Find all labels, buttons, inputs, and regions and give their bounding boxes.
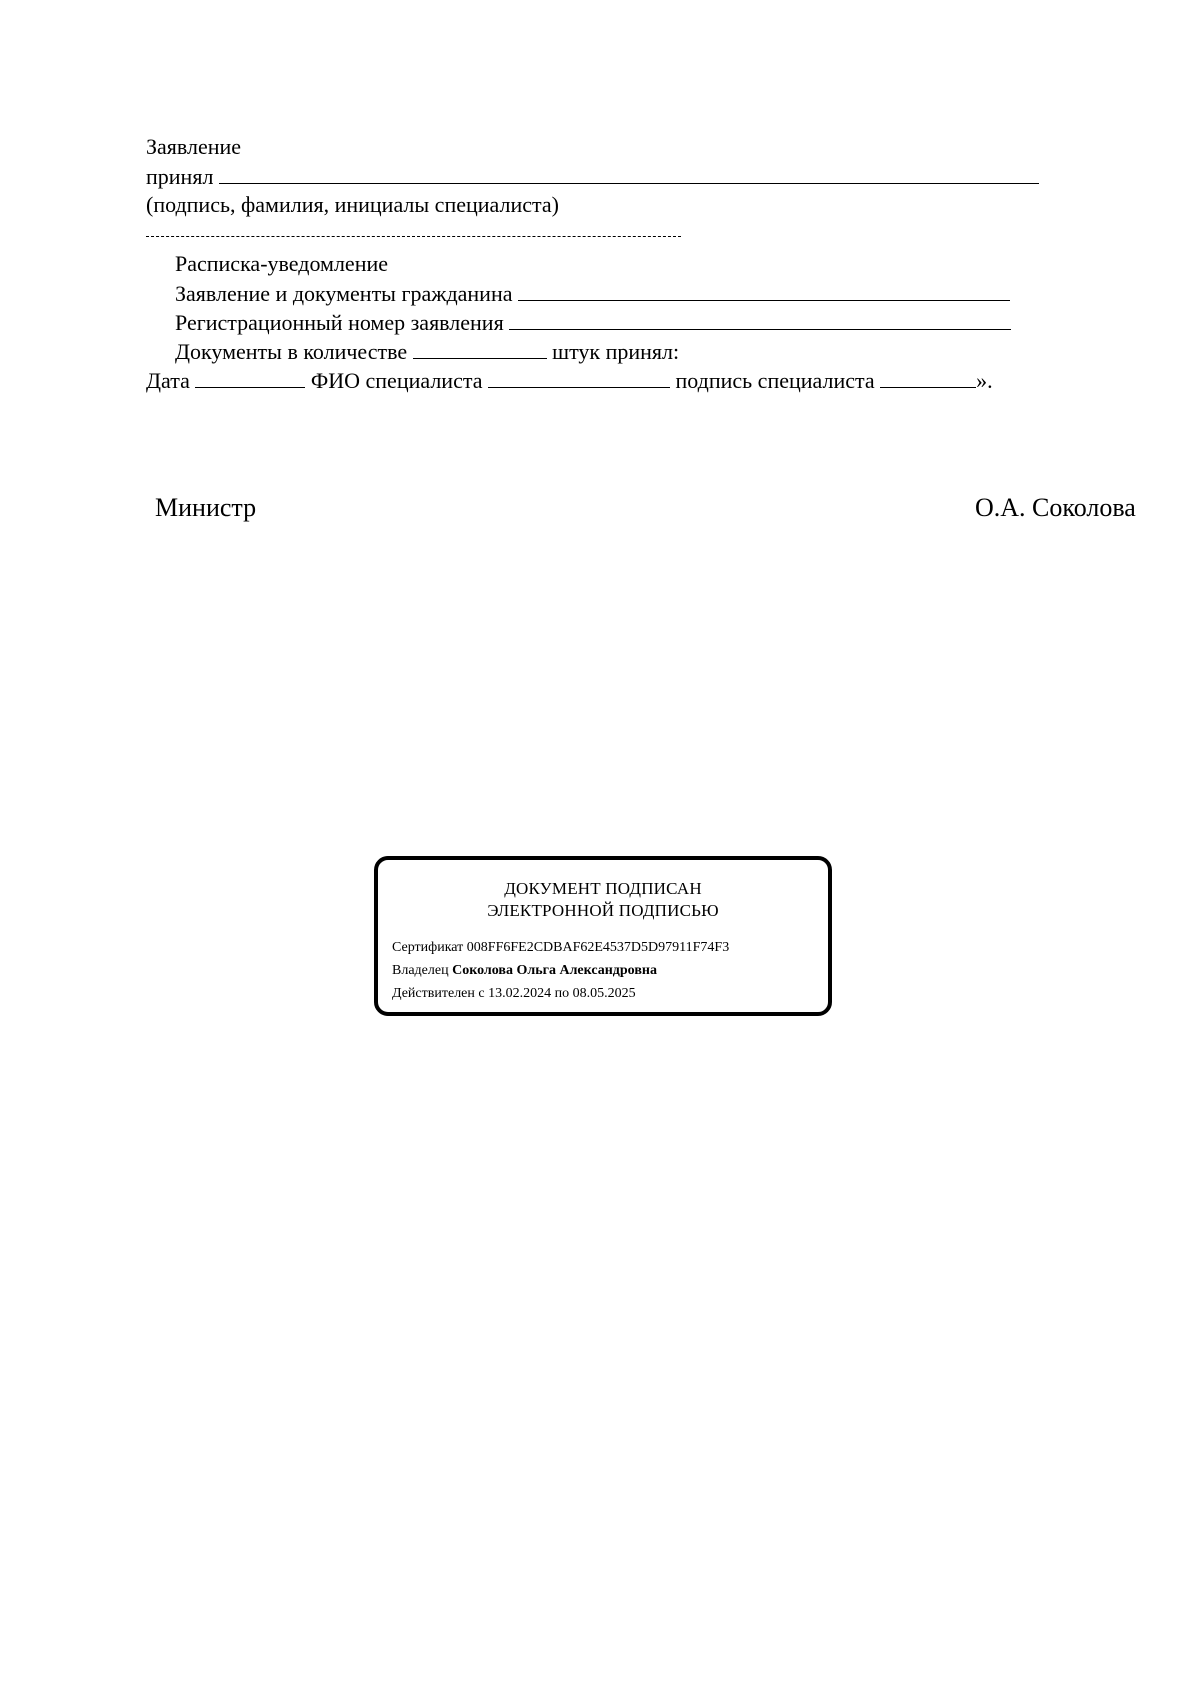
cut-separator [146,236,681,237]
received-heading-text: Заявление [146,134,242,159]
signature-hint-row [146,192,559,218]
certificate-value: 008FF6FE2CDBAF62E4537D5D97911F74F3 [466,940,730,955]
valid-label: Действителен [392,986,475,1001]
reg-number-label: Регистрационный номер заявления [175,310,504,335]
citizen-docs-blank [518,280,1010,301]
specialist-sign-label: подпись специалиста [675,368,875,393]
valid-from-label: с [478,986,485,1001]
signatory-name: О.А. Соколова [975,493,1136,522]
citizen-docs-label: Заявление и документы гражданина [175,281,513,306]
stamp-owner-row [392,961,657,981]
date-blank [195,367,305,388]
citizen-docs-row [175,280,1010,307]
stamp-title-line1: ДОКУМЕНТ ПОДПИСАН [504,879,702,898]
electronic-signature-stamp [374,856,832,1016]
signatory-position: Министр [155,493,257,522]
signature-hint-text: (подпись, фамилия, инициалы специалиста) [146,192,559,217]
docs-count-blank [413,338,547,359]
received-by-blank [219,163,1039,184]
receipt-title-row [175,251,388,277]
certificate-label: Сертификат [392,940,464,955]
valid-to-label: по [554,986,570,1001]
specialist-name-label: ФИО специалиста [310,368,483,393]
date-signature-row [146,367,993,394]
specialist-sign-blank [880,367,976,388]
received-by-row [146,163,1039,190]
receipt-title: Расписка-уведомление [175,251,389,276]
owner-value: Соколова Ольга Александровна [452,963,657,978]
stamp-validity-row [392,984,636,1004]
stamp-title-line2: ЭЛЕКТРОННОЙ ПОДПИСЬЮ [487,901,719,920]
valid-to: 08.05.2025 [572,986,636,1001]
docs-count-label: Документы в количестве [175,339,408,364]
reg-number-blank [509,309,1011,330]
received-by-label: принял [146,164,214,189]
valid-from: 13.02.2024 [488,986,552,1001]
docs-count-suffix: штук принял: [552,339,680,364]
specialist-name-blank [488,367,670,388]
received-heading [146,134,241,160]
docs-count-row [175,338,679,365]
date-label: Дата [146,368,190,393]
reg-number-row [175,309,1011,336]
closing-quote: ». [976,368,993,393]
stamp-certificate-row [392,938,729,958]
owner-label: Владелец [392,963,449,978]
